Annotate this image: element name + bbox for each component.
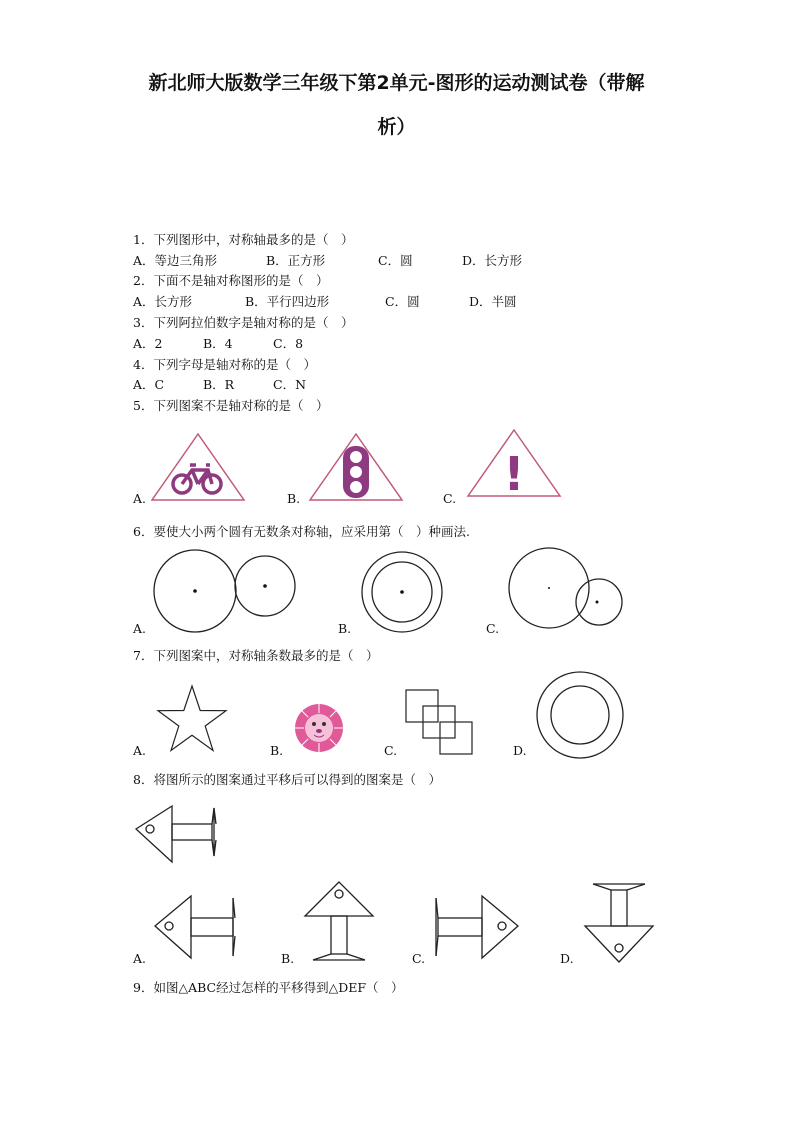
q5-figure-a-bicycle-sign bbox=[150, 432, 246, 502]
q8-label-d[interactable]: D. bbox=[560, 951, 574, 966]
q8-option-a-fish-figure bbox=[153, 894, 241, 960]
page-title-line1: 新北师大版数学三年级下第2单元-图形的运动测试卷（带解 bbox=[148, 72, 645, 94]
q8-option-d-fish-figure bbox=[583, 880, 655, 966]
q8-original-fish-figure bbox=[134, 804, 220, 864]
traffic-light-icon bbox=[343, 446, 369, 498]
q6-stem: 6．要使大小两个圆有无数条对称轴，应采用第（ ）种画法. bbox=[133, 524, 470, 539]
q4-option-c[interactable]: C．N bbox=[273, 377, 307, 392]
lion-icon bbox=[295, 704, 343, 752]
q8-label-a[interactable]: A. bbox=[133, 951, 147, 966]
q1-stem: 1．下列图形中，对称轴最多的是（ ） bbox=[133, 232, 354, 247]
q5-figure-b-traffic-light-sign bbox=[308, 432, 404, 502]
q6-figure-c-overlapping-circles bbox=[509, 546, 625, 634]
q4-stem: 4．下列字母是轴对称的是（ ） bbox=[133, 357, 316, 372]
q2-stem: 2．下面不是轴对称图形的是（ ） bbox=[133, 273, 329, 288]
q8-option-c-fish-figure bbox=[432, 894, 522, 960]
q6-label-b[interactable]: B. bbox=[338, 621, 352, 636]
q7-figure-c-three-squares bbox=[405, 689, 475, 757]
q3-stem: 3．下列阿拉伯数字是轴对称的是（ ） bbox=[133, 315, 354, 330]
q7-figure-b-lion-face bbox=[292, 703, 346, 753]
q1-option-c[interactable]: C．圆 bbox=[378, 253, 413, 268]
q8-label-c[interactable]: C. bbox=[412, 951, 426, 966]
q3-option-a[interactable]: A．2 bbox=[133, 336, 163, 351]
q1-option-d[interactable]: D．长方形 bbox=[462, 253, 523, 268]
q5-label-c[interactable]: C. bbox=[443, 491, 457, 506]
q6-label-a[interactable]: A. bbox=[133, 621, 147, 636]
q2-option-d[interactable]: D．半圆 bbox=[469, 294, 517, 309]
warning-triangle-icon bbox=[152, 434, 244, 500]
q8-stem: 8．将图所示的图案通过平移后可以得到的图案是（ ） bbox=[133, 772, 441, 787]
bicycle-icon bbox=[173, 465, 221, 493]
q7-label-c[interactable]: C. bbox=[384, 743, 398, 758]
exclamation-icon: ! bbox=[503, 447, 525, 501]
q2-option-c[interactable]: C．圆 bbox=[385, 294, 420, 309]
q7-figure-a-star bbox=[155, 684, 229, 754]
q5-label-a[interactable]: A. bbox=[133, 491, 147, 506]
q7-figure-d-ring bbox=[536, 671, 626, 761]
q6-label-c[interactable]: C. bbox=[486, 621, 500, 636]
q6-figure-b-concentric-circles bbox=[360, 550, 444, 634]
page-title-line2: 析） bbox=[377, 116, 416, 138]
q7-label-a[interactable]: A. bbox=[133, 743, 147, 758]
q8-label-b[interactable]: B. bbox=[281, 951, 295, 966]
q4-option-b[interactable]: B．R bbox=[203, 377, 235, 392]
q7-stem: 7．下列图案中，对称轴条数最多的是（ ） bbox=[133, 648, 379, 663]
q2-option-b[interactable]: B．平行四边形 bbox=[245, 294, 330, 309]
q4-option-a[interactable]: A．C bbox=[133, 377, 165, 392]
q7-label-d[interactable]: D. bbox=[513, 743, 527, 758]
q9-stem: 9．如图△ABC经过怎样的平移得到△DEF（ ） bbox=[133, 980, 404, 995]
star-icon bbox=[158, 686, 226, 751]
q7-label-b[interactable]: B. bbox=[270, 743, 284, 758]
q8-option-b-fish-figure bbox=[303, 880, 375, 966]
q5-label-b[interactable]: B. bbox=[287, 491, 301, 506]
q2-option-a[interactable]: A．长方形 bbox=[133, 294, 193, 309]
q3-option-c[interactable]: C．8 bbox=[273, 336, 304, 351]
q1-option-a[interactable]: A．等边三角形 bbox=[133, 253, 218, 268]
q6-figure-a-two-circles bbox=[153, 548, 299, 634]
q5-stem: 5．下列图案不是轴对称的是（ ） bbox=[133, 398, 329, 413]
q1-option-b[interactable]: B．正方形 bbox=[266, 253, 326, 268]
q3-option-b[interactable]: B．4 bbox=[203, 336, 233, 351]
q5-figure-c-exclamation-sign bbox=[466, 428, 562, 501]
